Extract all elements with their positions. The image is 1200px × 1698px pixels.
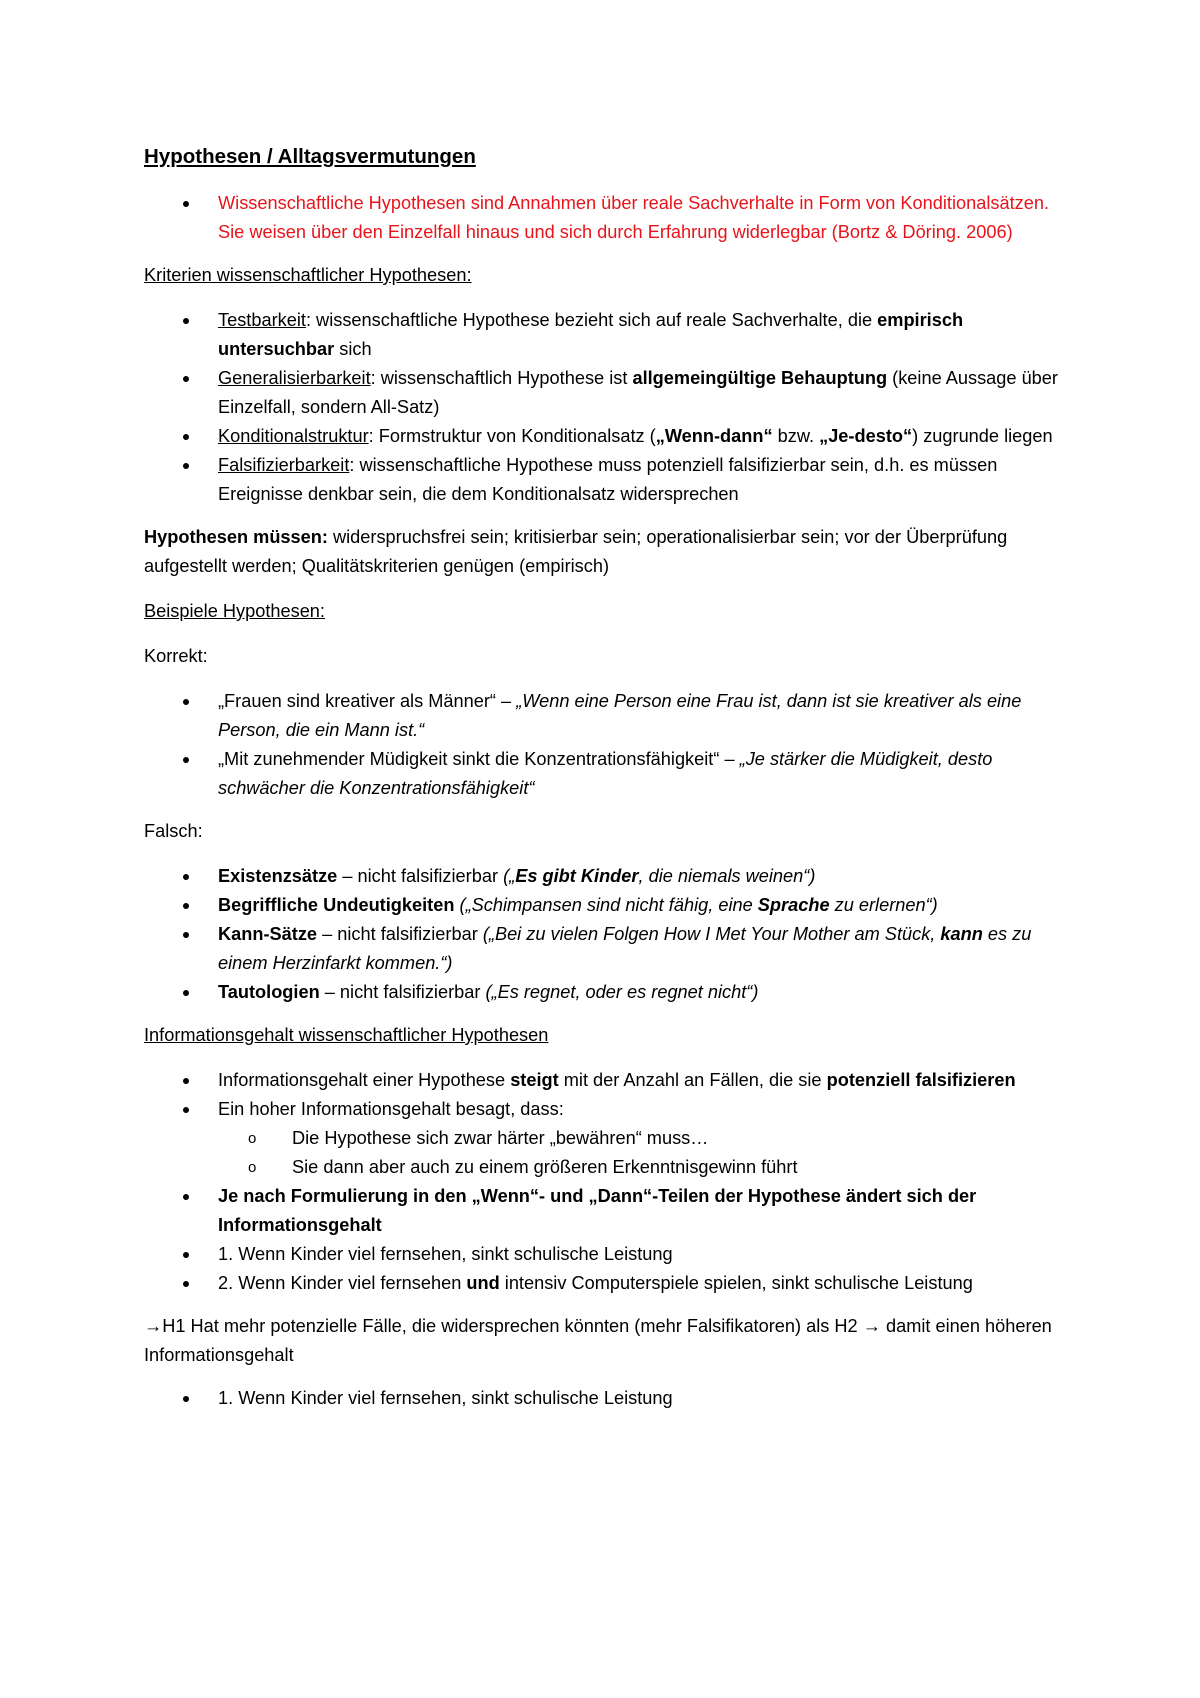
- example-italic: zu erlernen“): [829, 895, 938, 915]
- bullet-icon: [183, 757, 189, 763]
- correct-examples-list: [144, 687, 1064, 803]
- example-type: Begriffliche Undeutigkeiten: [218, 895, 455, 915]
- example-italic: („: [503, 866, 516, 886]
- example-italic: („Schimpansen sind nicht fähig, eine: [459, 895, 758, 915]
- bullet-icon: [183, 1396, 189, 1402]
- bullet-icon: [183, 434, 189, 440]
- list-item: [144, 306, 1064, 364]
- bullet-icon: [183, 463, 189, 469]
- bullet-icon: [183, 1107, 189, 1113]
- criterion-term: Falsifizierbarkeit: [218, 455, 350, 475]
- info-text: Informationsgehalt einer Hypothese: [218, 1070, 511, 1090]
- info-text: 1. Wenn Kinder viel fernsehen, sinkt schulische Leistung: [218, 1244, 673, 1264]
- criterion-bold: allgemeingültige Behauptung: [632, 368, 888, 388]
- info-text: 2. Wenn Kinder viel fernsehen: [218, 1273, 467, 1293]
- list-item: [144, 862, 1064, 891]
- example-text: „Frauen sind kreativer als Männer“ –: [218, 691, 517, 711]
- list-item: [144, 1240, 1064, 1269]
- sub-text: Die Hypothese sich zwar härter „bewähren“ muss…: [292, 1128, 709, 1148]
- criterion-text: sich: [334, 339, 372, 359]
- list-item: [144, 978, 1064, 1007]
- final-list: [144, 1384, 1064, 1413]
- example-bold-italic: kann: [940, 924, 983, 944]
- page-title: Hypothesen / Alltagsvermutungen: [144, 145, 476, 168]
- example-text: – nicht falsifizierbar: [319, 982, 486, 1002]
- definition-text: Wissenschaftliche Hypothesen sind Annahmen über reale Sachverhalte in Form von Konditionalsätzen. Sie weisen über den Einzelfall hinaus und sich durch Erfahrung widerlegbar (Bortz & Döring. 2006): [218, 193, 1050, 242]
- bullet-icon: [183, 201, 189, 207]
- bullet-icon: [183, 699, 189, 705]
- list-item: [144, 920, 1064, 978]
- info-bold: und: [466, 1273, 500, 1293]
- bullet-icon: [183, 990, 189, 996]
- bullet-icon: [183, 1281, 189, 1287]
- document-content: [144, 142, 1064, 1427]
- list-item: [144, 422, 1064, 451]
- examples-heading: Beispiele Hypothesen:: [144, 601, 325, 621]
- criterion-term: Konditionalstruktur: [218, 426, 369, 446]
- criterion-text: : wissenschaftliche Hypothese bezieht sich auf reale Sachverhalte, die: [305, 310, 878, 330]
- list-item: [144, 1066, 1064, 1095]
- list-item: [144, 687, 1064, 745]
- sub-text: Sie dann aber auch zu einem größeren Erkenntnisgewinn führt: [292, 1157, 798, 1177]
- example-type: Tautologien: [218, 982, 320, 1002]
- criterion-text: : wissenschaftliche Hypothese muss potenziell falsifizierbar sein, d.h. es müssen Ereignisse denkbar sein, die dem Konditionalsatz widersprechen: [218, 455, 998, 504]
- sublist-item: [218, 1153, 1064, 1182]
- info-sublist: [218, 1124, 1064, 1182]
- example-italic: „Wenn eine Person eine Frau ist, dann ist sie kreativer als eine Person, die ein Mann ist.“: [218, 691, 1022, 740]
- list-item: [144, 1269, 1064, 1298]
- list-item: [144, 189, 1064, 247]
- bullet-icon: [183, 1252, 189, 1258]
- bullet-icon: [183, 874, 189, 880]
- criterion-text: : wissenschaftlich Hypothese ist: [370, 368, 633, 388]
- example-bold-italic: Sprache: [757, 895, 830, 915]
- bullet-icon: [183, 903, 189, 909]
- requirements-text: widerspruchsfrei sein; kritisierbar sein; operationalisierbar sein; vor der Überprüfung aufgestellt werden; Qualitätskriterien genügen (empirisch): [144, 527, 1008, 576]
- example-text: „Mit zunehmender Müdigkeit sinkt die Konzentrationsfähigkeit“ –: [218, 749, 740, 769]
- list-item: [144, 745, 1064, 803]
- list-item: [144, 1095, 1064, 1182]
- list-item: [144, 891, 1064, 920]
- intro-list: [144, 189, 1064, 247]
- requirements-paragraph: [144, 523, 1064, 581]
- conclusion-text: →H1 Hat mehr potenzielle Fälle, die widersprechen könnten (mehr Falsifikatoren) als H2 → damit einen höheren Informationsgehalt: [144, 1316, 1052, 1365]
- requirements-label: Hypothesen müssen:: [144, 527, 328, 547]
- example-italic: „Je stärker die Müdigkeit, desto schwächer die Konzentrationsfähigkeit“: [218, 749, 993, 798]
- info-bold: Je nach Formulierung in den „Wenn“- und „Dann“-Teilen der Hypothese ändert sich der Informationsgehalt: [218, 1186, 977, 1235]
- example-text: – nicht falsifizierbar: [337, 866, 504, 886]
- criterion-text: : Formstruktur von Konditionalsatz (: [368, 426, 656, 446]
- wrong-label: Falsch:: [144, 821, 203, 841]
- wrong-examples-list: [144, 862, 1064, 1007]
- bullet-icon: [183, 318, 189, 324]
- info-text: intensiv Computerspiele spielen, sinkt schulische Leistung: [499, 1273, 973, 1293]
- circle-bullet-icon: o: [248, 1159, 257, 1176]
- example-bold-italic: Es gibt Kinder: [515, 866, 639, 886]
- example-type: Existenzsätze: [218, 866, 338, 886]
- info-text: mit der Anzahl an Fällen, die sie: [558, 1070, 827, 1090]
- list-item: [144, 364, 1064, 422]
- info-list: [144, 1066, 1064, 1298]
- sublist-item: [218, 1124, 1064, 1153]
- example-italic: („Bei zu vielen Folgen How I Met Your Mother am Stück,: [482, 924, 941, 944]
- example-italic: („Es regnet, oder es regnet nicht“): [485, 982, 759, 1002]
- criterion-bold: „Je-desto“: [819, 426, 913, 446]
- info-bold: steigt: [510, 1070, 559, 1090]
- criterion-term: Generalisierbarkeit: [218, 368, 371, 388]
- info-bold: potenziell falsifizieren: [826, 1070, 1016, 1090]
- info-heading: Informationsgehalt wissenschaftlicher Hypothesen: [144, 1025, 549, 1045]
- criterion-term: Testbarkeit: [218, 310, 306, 330]
- example-italic: es zu einem Herzinfarkt kommen.“): [218, 924, 1032, 973]
- criterion-bold: empirisch untersuchbar: [218, 310, 964, 359]
- criterion-text: (keine Aussage über Einzelfall, sondern All-Satz): [218, 368, 1058, 417]
- example-text: – nicht falsifizierbar: [317, 924, 483, 944]
- criterion-text: ) zugrunde liegen: [912, 426, 1053, 446]
- criterion-text: bzw.: [772, 426, 820, 446]
- circle-bullet-icon: o: [248, 1130, 257, 1147]
- criteria-list: [144, 306, 1064, 509]
- list-item: [144, 1182, 1064, 1240]
- final-text: 1. Wenn Kinder viel fernsehen, sinkt schulische Leistung: [218, 1388, 673, 1408]
- bullet-icon: [183, 376, 189, 382]
- bullet-icon: [183, 932, 189, 938]
- list-item: [144, 451, 1064, 509]
- info-text: Ein hoher Informationsgehalt besagt, dass:: [218, 1099, 564, 1119]
- example-italic: , die niemals weinen“): [638, 866, 816, 886]
- bullet-icon: [183, 1194, 189, 1200]
- list-item: [144, 1384, 1064, 1413]
- criterion-bold: „Wenn-dann“: [655, 426, 773, 446]
- example-type: Kann-Sätze: [218, 924, 318, 944]
- criteria-heading: Kriterien wissenschaftlicher Hypothesen:: [144, 265, 472, 285]
- correct-label: Korrekt:: [144, 646, 208, 666]
- bullet-icon: [183, 1078, 189, 1084]
